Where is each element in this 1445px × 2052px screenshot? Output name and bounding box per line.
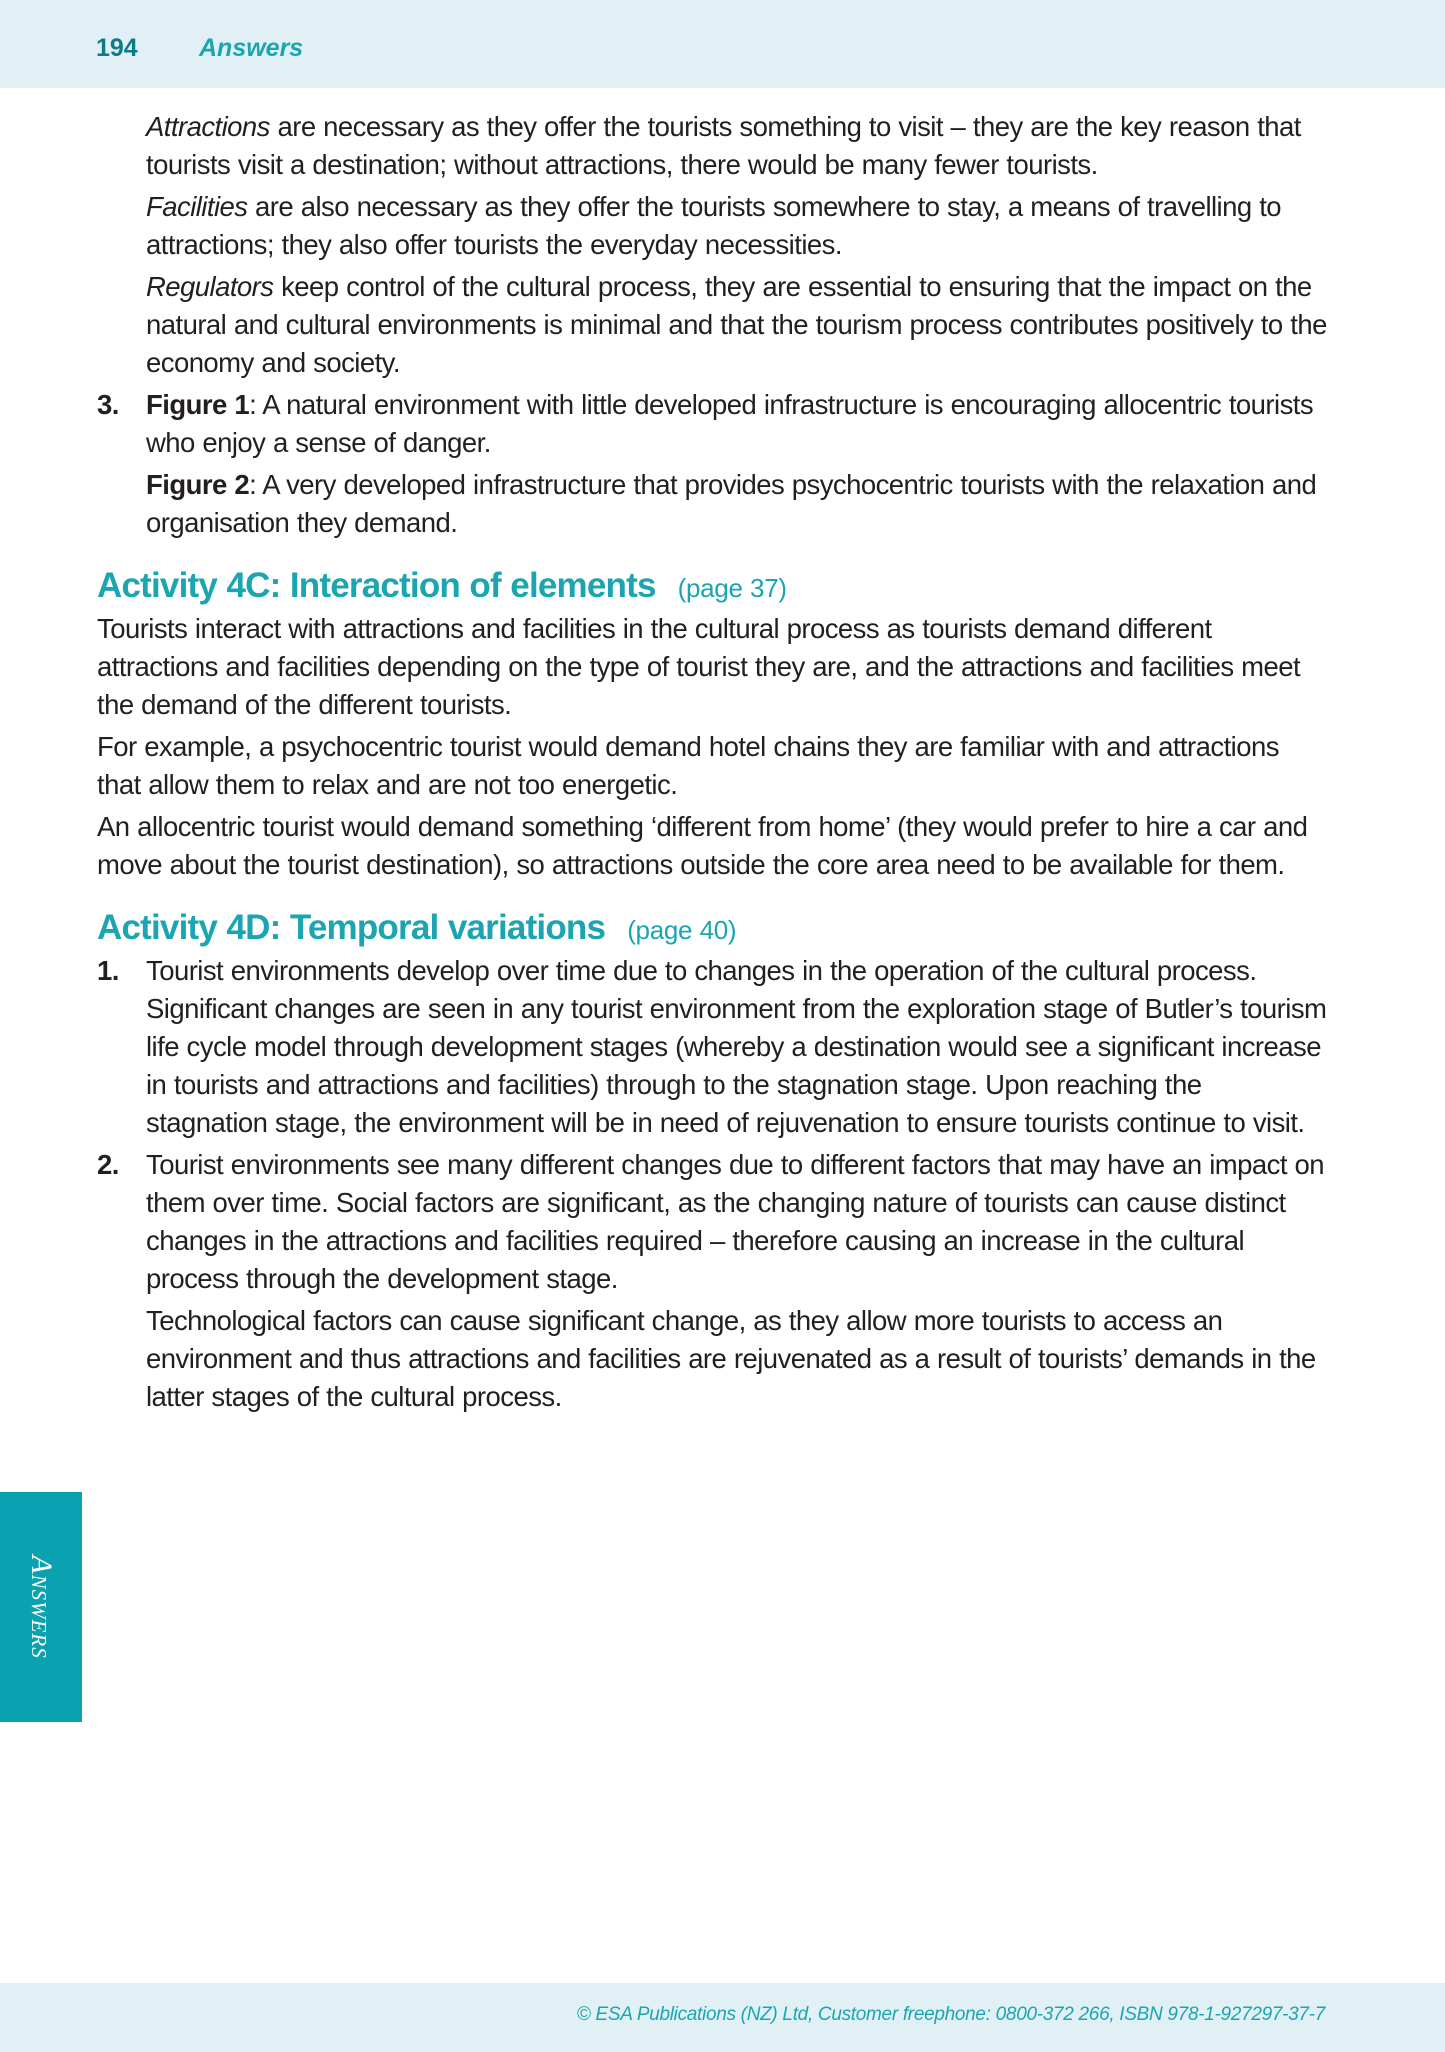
figure-1-label: Figure 1 (146, 389, 250, 420)
side-tab-label: Answers (25, 1555, 58, 1659)
list-item-2 (97, 1146, 1327, 1416)
activity-4c-heading (97, 564, 1327, 610)
page-number: 194 (96, 34, 138, 62)
figure-2-label: Figure 2 (146, 469, 250, 500)
activity-4d-heading (97, 906, 1327, 952)
footer-copyright: © ESA Publications (NZ) Ltd, Customer freephone: 0800-372 266, ISBN 978-1-927297-37-7 (576, 2004, 1325, 2025)
activity-4c-paragraph: Tourists interact with attractions and facilities in the cultural process as tourists demand different attractions and facilities depending on the type of tourist they are, and the attractions and facilities meet the demand of the different tourists. (97, 613, 1301, 720)
term-attractions: Attractions (146, 111, 270, 142)
list-number: 1. (97, 955, 119, 986)
list-number: 2. (97, 1149, 119, 1180)
list-item-3 (97, 386, 1327, 542)
paragraph-facilities (97, 188, 1327, 264)
paragraph-attractions (97, 108, 1327, 184)
term-regulators: Regulators (146, 271, 274, 302)
activity-4d-page-ref: (page 40) (627, 915, 737, 945)
list-number: 3. (97, 389, 119, 420)
activity-4c-title: Activity 4C: Interaction of elements (97, 566, 656, 605)
list-item-text: Tourist environments see many different changes due to different factors that may have an impact on them over time. Social factors are significant, as the changing nature of tourists can cause distinct changes in the attractions and facilities required – therefore causing an increase in the cultural process through the development stage. (146, 1149, 1324, 1294)
figure-1-answer (146, 386, 1327, 462)
term-facilities: Facilities (146, 191, 248, 222)
side-tab (0, 1492, 82, 1722)
activity-4c-paragraph: For example, a psychocentric tourist would demand hotel chains they are familiar with and attractions that allow them to relax and are not too energetic. (97, 731, 1279, 800)
figure-2-text: : A very developed infrastructure that provides psychocentric tourists with the relaxation and organisation they demand. (146, 469, 1317, 538)
paragraph-text: are necessary as they offer the tourists something to visit – they are the key reason that tourists visit a destination; without attractions, there would be many fewer tourists. (146, 111, 1301, 180)
activity-4c-page-ref: (page 37) (677, 573, 787, 603)
figure-1-text: : A natural environment with little developed infrastructure is encouraging allocentric tourists who enjoy a sense of danger. (146, 389, 1314, 458)
list-item-continuation: Technological factors can cause significant change, as they allow more tourists to access an environment and thus attractions and facilities are rejuvenated as a result of tourists’ demands in the latter stages of the cultural process. (146, 1305, 1316, 1412)
list-item-1 (97, 952, 1327, 1142)
activity-4d-title: Activity 4D: Temporal variations (97, 908, 606, 947)
running-title: Answers (199, 34, 304, 62)
paragraph-text: keep control of the cultural process, they are essential to ensuring that the impact on the natural and cultural environments is minimal and that the tourism process contributes positively to the economy and society. (146, 271, 1327, 378)
figure-2-answer (146, 466, 1327, 542)
activity-4c-paragraph: An allocentric tourist would demand something ‘different from home’ (they would prefer to hire a car and move about the tourist destination), so attractions outside the core area need to be available for them. (97, 811, 1308, 880)
page-content (97, 108, 1327, 1420)
list-item-text: Tourist environments develop over time due to changes in the operation of the cultural process. Significant changes are seen in any tourist environment from the exploration stage of Butler’s tourism life cycle model through development stages (whereby a destination would see a significant increase in tourists and attractions and facilities) through to the stagnation stage. Upon reaching the stagnation stage, the environment will be in need of rejuvenation to ensure tourists continue to visit. (146, 955, 1327, 1138)
paragraph-regulators (97, 268, 1327, 382)
paragraph-text: are also necessary as they offer the tourists somewhere to stay, a means of travelling to attractions; they also offer tourists the everyday necessities. (146, 191, 1282, 260)
